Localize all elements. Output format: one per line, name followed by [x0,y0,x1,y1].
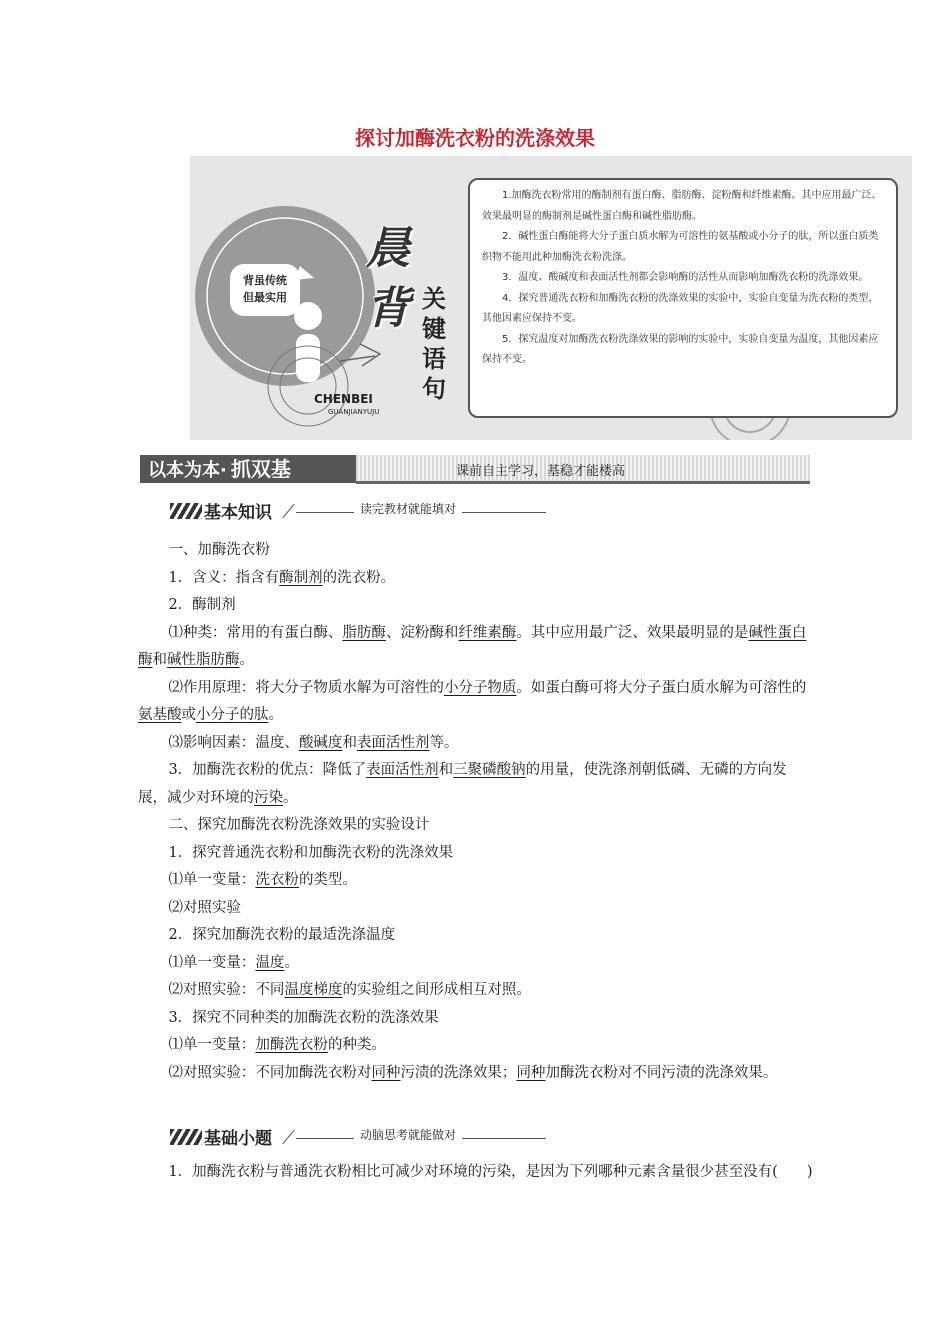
paragraph [138,1032,814,1060]
banner-brand: CHENBEI [314,392,373,406]
knowledge-note: 读完教材就能填对 [354,500,462,517]
section-subtitle: 课前自主学习，基稳才能楼高 [456,464,626,479]
text: 。其中应用最广泛、效果最明显的是 [516,624,749,641]
paragraph: 1．探究普通洗衣粉和加酶洗衣粉的洗涤效果 [168,844,454,861]
answer-blank: 污染 [254,789,283,806]
knowledge-heading [170,498,550,524]
banner-vertical-label: 关键语句 [422,285,446,403]
banner-big-char-2: 背 [366,283,410,334]
text: 的用量，使洗涤剂朝低磷、无磷的方向发展，减少对环境的 [138,762,787,806]
text: 污渍的洗涤效果； [400,1064,517,1081]
question-text: 1．加酶洗衣粉与普通洗衣粉相比可减少对环境的污染，是因为下列哪种元素含量很少甚至没有( ) [168,1164,813,1180]
answer-blank: 碱性蛋白酶 [138,624,807,668]
text: ⑴单一变量： [168,872,256,888]
paragraph: 2．酶制剂 [168,597,236,613]
question-1 [138,1158,814,1186]
text: 。 [268,707,283,723]
text: 的洗衣粉。 [322,569,396,586]
text: 和 [152,652,167,668]
text: 加酶洗衣粉对不同污渍的洗涤效果。 [545,1064,778,1081]
exercise-note: 动脑思考就能做对 [354,1126,462,1143]
answer-blank: 温度梯度 [284,982,343,998]
heading-2: 二、探究加酶洗衣粉洗涤效果的实验设计 [168,817,430,833]
paragraph [138,977,814,1005]
paragraph [138,620,814,675]
text: 的实验组之间形成相互对照。 [342,982,531,998]
section-label-a: 以本为本· [148,460,227,481]
slogan-bubble [230,264,300,316]
text: 等。 [429,734,459,751]
heading-1: 一、加酶洗衣粉 [168,542,270,558]
key-point: 1.加酶洗衣粉常用的酶制剂有蛋白酶、脂肪酶、淀粉酶和纤维素酶。其中应用最广泛、效果最明显的酶制剂是碱性蛋白酶和碱性脂肪酶。 [482,190,882,222]
stripes-icon [170,503,202,519]
answer-blank: 脂肪酶 [342,624,386,641]
knowledge-body [138,537,814,1087]
text: 的种类。 [327,1037,386,1053]
text: 的类型。 [298,872,357,888]
text: ⑴单一变量： [168,954,256,971]
text: 、淀粉酶和 [385,624,459,641]
bubble-line-2: 但最实用 [243,291,287,304]
key-sentences-banner [190,156,912,440]
answer-blank: 同种 [516,1064,546,1081]
paragraph [138,950,814,978]
exercise-heading [170,1124,550,1150]
text: 。如蛋白酶可将大分子蛋白质水解为可溶性的 [516,679,807,696]
paragraph [138,730,814,758]
answer-blank: 加酶洗衣粉 [255,1037,328,1053]
text: ⑴单一变量： [168,1037,256,1053]
section-label [140,455,356,483]
answer-blank: 同种 [371,1064,401,1081]
answer-blank: 小分子的肽 [196,707,269,723]
heading-divider [282,504,294,518]
bubble-line-1: 背虽传统 [243,274,287,287]
text: 3．加酶洗衣粉的优点：降低了 [168,762,367,778]
text: ⑵对照实验：不同加酶洗衣粉对 [168,1064,372,1081]
key-points-box [468,178,898,418]
answer-blank: 表面活性剂 [366,762,439,778]
text: 。 [239,652,254,668]
answer-blank: 洗衣粉 [255,872,299,888]
stripes-icon [170,1129,202,1145]
text: 和 [438,762,454,778]
text: ⑴种类：常用的有蛋白酶、 [168,624,343,641]
paragraph [138,675,814,730]
section-label-b: 抓双基 [230,457,291,481]
answer-blank: 纤维素酶 [458,624,517,641]
paragraph: 2．探究加酶洗衣粉的最适洗涤温度 [168,927,396,943]
answer-blank: 酸碱度 [298,734,343,751]
paragraph: ⑵对照实验 [168,899,241,916]
key-point: 3．温度、酸碱度和表面活性剂都会影响酶的活性从而影响加酶洗衣粉的洗涤效果。 [502,272,869,283]
banner-brand-sub: GUANJIANYUJU [328,408,380,416]
text: ⑵作用原理：将大分子物质水解为可溶性的 [168,679,444,696]
answer-blank: 表面活性剂 [356,734,430,751]
key-point: 5．探究温度对加酶洗衣粉洗涤效果的影响的实验中，实验自变量为温度，其他因素应保持不变。 [482,333,879,365]
key-point: 4．探究普通洗衣粉和加酶洗衣粉的洗涤效果的实验中，实验自变量为洗衣粉的类型，其他因素应保持不变。 [482,292,879,324]
text: 。 [284,954,299,971]
paragraph [138,1060,814,1088]
text: 1．含义：指含有 [168,569,280,586]
text: ⑵对照实验：不同 [168,982,285,998]
knowledge-label: 基本知识 [204,503,272,523]
answer-blank: 温度 [255,954,285,971]
paragraph: 3．探究不同种类的加酶洗衣粉的洗涤效果 [168,1009,439,1026]
banner-big-char-1: 晨 [366,223,410,274]
text: 。 [283,789,298,806]
text: 和 [342,734,357,751]
paragraph [138,565,814,593]
page-title: 探讨加酶洗衣粉的洗涤效果 [355,126,595,150]
heading-divider [282,1130,294,1144]
text: 或 [181,707,196,723]
text: ⑶影响因素：温度、 [168,734,299,751]
answer-blank: 碱性脂肪酶 [167,652,240,668]
paragraph [138,757,814,812]
key-point: 2．碱性蛋白酶能将大分子蛋白质水解为可溶性的氨基酸或小分子的肽，所以蛋白质类织物不能用此种加酶洗衣粉洗涤。 [482,231,879,263]
answer-blank: 三聚磷酸钠 [453,762,526,778]
exercise-label: 基础小题 [204,1129,272,1149]
answer-blank: 酶制剂 [279,569,323,586]
answer-blank: 氨基酸 [138,707,182,723]
paragraph [138,867,814,895]
section-header-bar [140,455,810,485]
answer-blank: 小分子物质 [443,679,517,696]
